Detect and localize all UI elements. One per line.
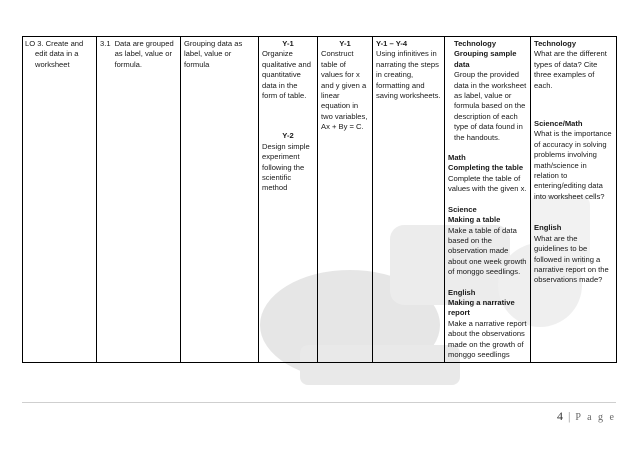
science-math-question-text: What is the importance of accuracy in solving problems involving math/science in relation to entering/editing data into worksheet cells? xyxy=(534,129,612,201)
english-question-heading: English xyxy=(534,223,562,233)
year1-organize-text: Organize qualitative and quantitative data in the form of table. xyxy=(262,49,311,101)
technology-activity-text: Group the provided data in the worksheet as label, value or formula based on the description of each type of data found in the handouts. xyxy=(454,70,527,142)
competency-text: Data are grouped as label, value or formula. xyxy=(114,39,174,69)
year1-heading: Y-1 xyxy=(282,39,294,48)
activities-cell xyxy=(445,37,531,363)
science-activity-text: Make a table of data based on the observation made about one week growth of monggo seedlings. xyxy=(448,225,527,277)
technology-activity-title: Grouping sample data xyxy=(454,49,517,69)
math-activity-text: Complete the table of values with the given x. xyxy=(448,173,527,194)
learning-outcome-cell xyxy=(23,37,97,363)
table-row xyxy=(23,37,617,363)
science-activity-title: Making a table xyxy=(448,215,501,225)
science-math-question xyxy=(534,119,613,202)
technology-activity xyxy=(448,39,527,143)
year1-construct-text: Construct table of values for x and y given a linear equation in two variables, Ax + By = C. xyxy=(321,49,368,132)
competency-cell xyxy=(97,37,181,363)
footer-rule xyxy=(22,402,616,403)
content-text: Grouping data as label, value or formula xyxy=(184,39,243,69)
english-question xyxy=(534,223,613,285)
page-number: 4 xyxy=(557,409,565,423)
english-activity xyxy=(448,288,527,361)
content-cell xyxy=(181,37,259,363)
math-activity-title: Completing the table xyxy=(448,163,524,173)
page-label: P a g e xyxy=(575,412,616,423)
year1-4-text: Using infinitives in narrating the steps in creating, formatting and saving worksheets. xyxy=(376,49,441,101)
year2-heading: Y-2 xyxy=(282,131,294,141)
math-activity-heading: Math xyxy=(448,153,466,163)
technology-question-text: What are the different types of data? Cite three examples of each. xyxy=(534,49,607,90)
technology-question xyxy=(534,39,613,91)
science-activity-heading: Science xyxy=(448,204,477,214)
learning-outcome-text: LO 3. Create and edit data in a worksheet xyxy=(25,39,84,69)
year1-math-heading: Y-1 xyxy=(339,39,351,48)
year1-4-heading: Y-1 – Y-4 xyxy=(376,39,408,48)
footer-separator: | xyxy=(568,409,572,423)
year1-4-cell xyxy=(373,37,445,363)
year2-design-text: Design simple experiment following the scientific method xyxy=(262,141,310,193)
technology-question-heading: Technology xyxy=(534,39,577,48)
competency-number: 3.1 xyxy=(100,39,111,48)
english-activity-text: Make a narrative report about the observations made on the growth of monggo seedlings xyxy=(448,318,527,359)
technology-activity-heading: Technology xyxy=(454,39,497,48)
curriculum-table xyxy=(22,36,617,363)
english-activity-title: Making a narrative report xyxy=(448,297,515,318)
math-activity xyxy=(448,153,527,195)
page-footer xyxy=(557,409,616,424)
year1-construct-cell xyxy=(318,37,373,363)
english-question-text: What are the guidelines to be followed in writing a narrative report on the observations made? xyxy=(534,233,609,285)
english-activity-heading: English xyxy=(448,287,476,297)
science-math-question-heading: Science/Math xyxy=(534,119,583,129)
science-activity xyxy=(448,205,527,278)
year1-organize-cell xyxy=(259,37,318,363)
questions-cell xyxy=(531,37,617,363)
